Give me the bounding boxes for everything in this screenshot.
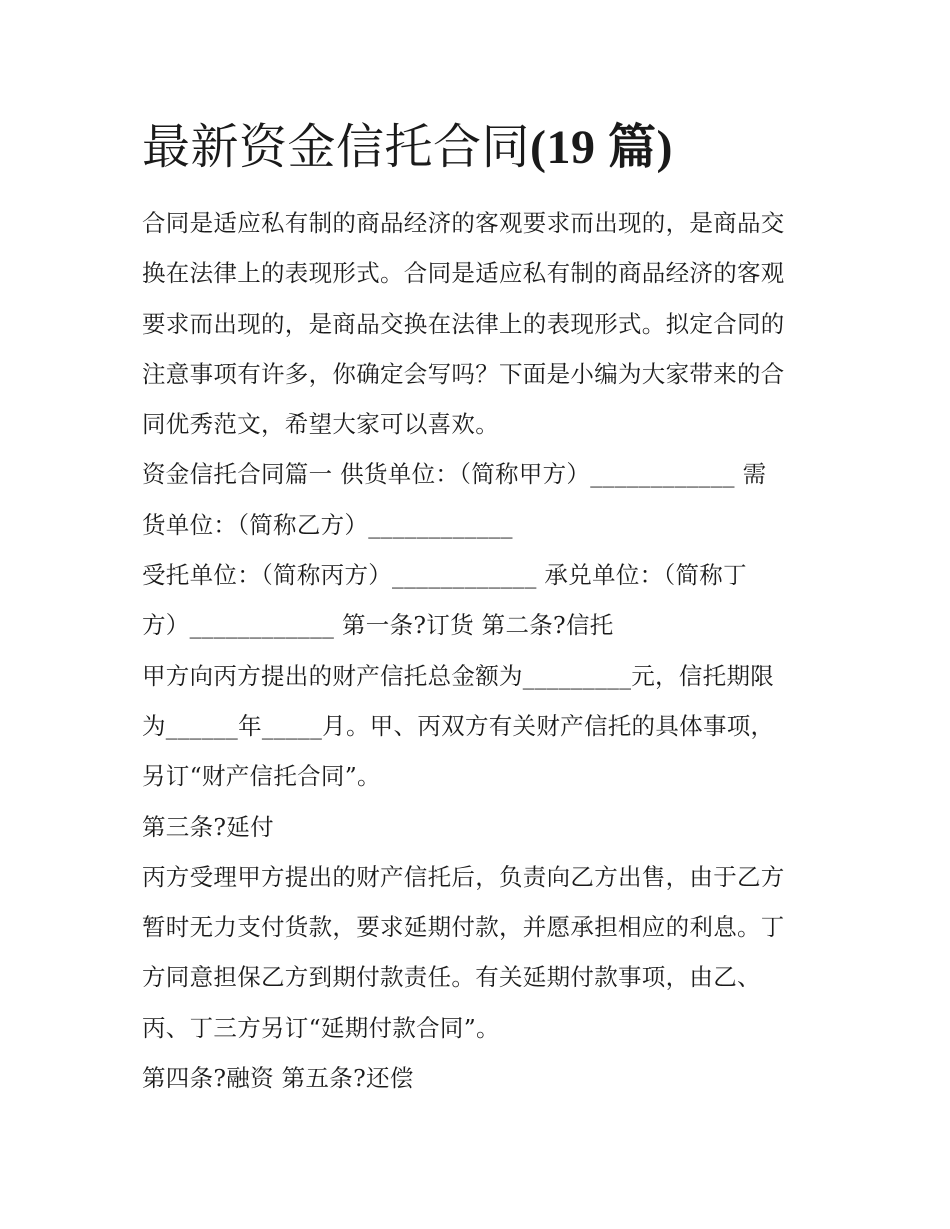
title-count: (19 篇) — [530, 121, 673, 174]
text-line: 甲方向丙方提出的财产信托总金额为_________元，信托期限 — [142, 661, 775, 690]
text-line: 货单位：（简称乙方）____________ — [142, 510, 513, 539]
section-heading: 第四条?融资 第五条?还偿 — [142, 1064, 414, 1093]
text-line: 丙、丁三方另订“延期付款合同”。 — [142, 1013, 500, 1042]
document-body — [142, 198, 817, 1103]
section-heading: 第三条?延付 — [142, 812, 274, 841]
text-line: 为______年_____月。甲、丙双方有关财产信托的具体事项， — [142, 711, 775, 740]
text-line: 受托单位：（简称丙方）____________ 承兑单位：（简称丁 — [142, 561, 747, 590]
text-line: 方同意担保乙方到期付款责任。有关延期付款事项，由乙、 — [142, 963, 761, 992]
text-line: 同优秀范文，希望大家可以喜欢。 — [142, 410, 499, 439]
document-title — [142, 112, 673, 183]
text-line: 丙方受理甲方提出的财产信托后，负责向乙方出售，由于乙方 — [142, 862, 785, 891]
text-line: 方）____________ 第一条?订货 第二条?信托 — [142, 611, 614, 640]
text-line: 换在法律上的表现形式。合同是适应私有制的商品经济的客观 — [142, 259, 785, 288]
text-line: 资金信托合同篇一 供货单位：（简称甲方）____________ 需 — [142, 460, 767, 489]
text-line: 注意事项有许多，你确定会写吗？下面是小编为大家带来的合 — [142, 359, 785, 388]
title-text: 最新资金信托合同 — [142, 119, 531, 175]
text-line: 要求而出现的，是商品交换在法律上的表现形式。拟定合同的 — [142, 309, 785, 338]
text-line: 暂时无力支付货款，要求延期付款，并愿承担相应的利息。丁 — [142, 913, 785, 942]
text-line: 另订“财产信托合同”。 — [142, 762, 381, 791]
text-line: 合同是适应私有制的商品经济的客观要求而出现的，是商品交 — [142, 209, 785, 237]
